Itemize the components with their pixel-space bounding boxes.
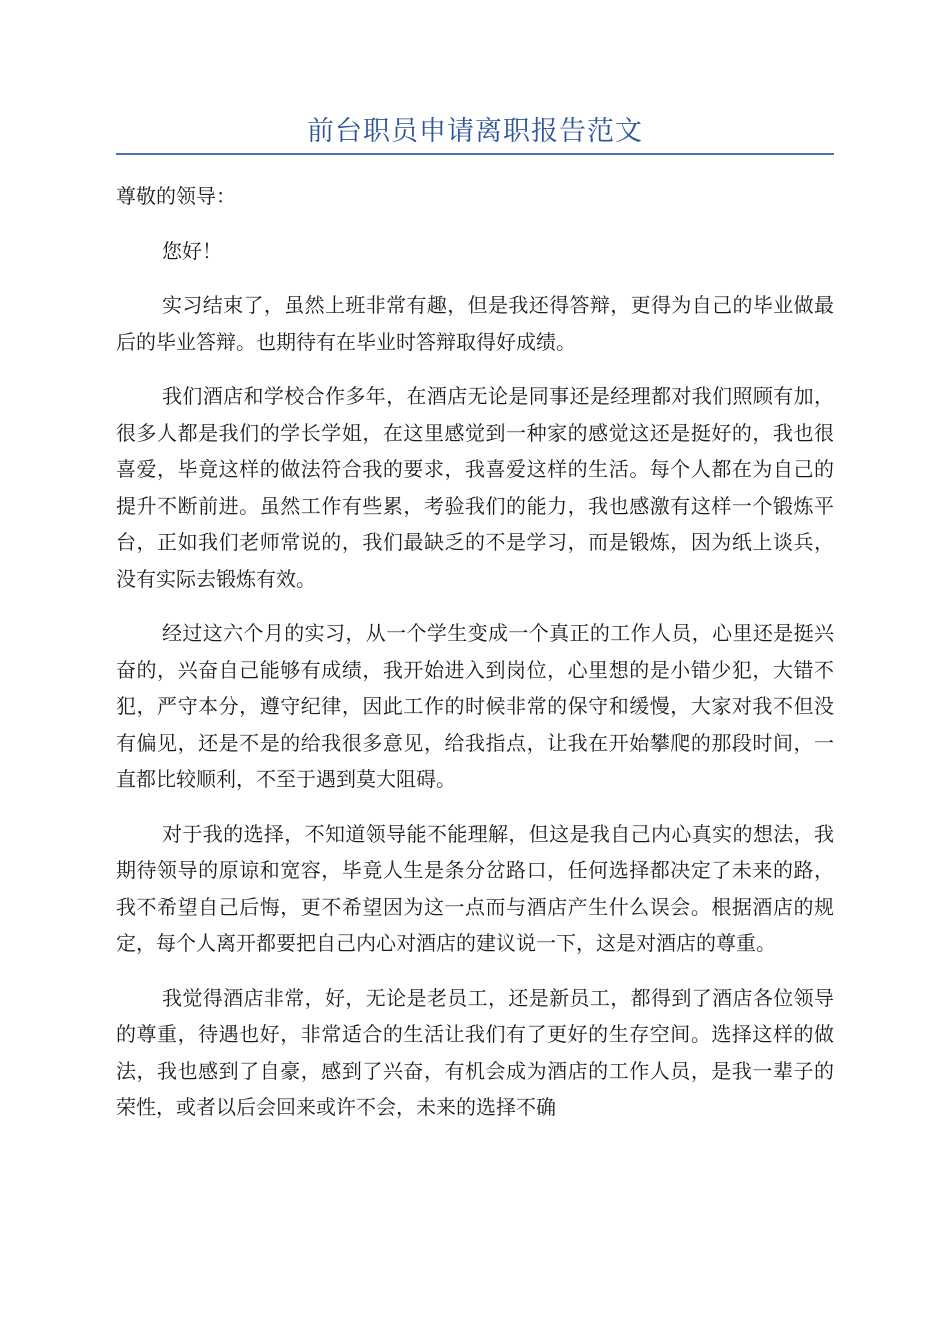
- paragraph-1: 实习结束了，虽然上班非常有趣，但是我还得答辩，更得为自己的毕业做最后的毕业答辩。也期待有在毕业时答辩取得好成绩。: [116, 293, 834, 354]
- paragraph-4: 对于我的选择，不知道领导能不能理解，但这是我自己内心真实的想法，我期待领导的原谅和宽容，毕竟人生是条分岔路口，任何选择都决定了未来的路，我不希望自己后悔，更不希望因为这一点而与酒店产生什么误会。根据酒店的规定，每个人离开都要把自己内心对酒店的建议说一下，这是对酒店的尊重。: [116, 821, 834, 955]
- salutation: 尊敬的领导：: [116, 184, 236, 208]
- title-underline: [116, 153, 834, 155]
- document-body: [116, 178, 834, 1144]
- document-title: 前台职员申请离职报告范文: [307, 116, 643, 147]
- paragraph-5: 我觉得酒店非常，好，无论是老员工，还是新员工，都得到了酒店各位领导的尊重，待遇也好，非常适合的生活让我们有了更好的生存空间。选择这样的做法，我也感到了自豪，感到了兴奋，有机会成为酒店的工作人员，是我一辈子的荣性，或者以后会回来或许不会，未来的选择不确: [116, 985, 834, 1119]
- paragraph-2: 我们酒店和学校合作多年，在酒店无论是同事还是经理都对我们照顾有加，很多人都是我们的学长学姐，在这里感觉到一种家的感觉这还是挺好的，我也很喜爱，毕竟这样的做法符合我的要求，我喜爱这样的生活。每个人都在为自己的提升不断前进。虽然工作有些累，考验我们的能力，我也感激有这样一个锻炼平台，正如我们老师常说的，我们最缺乏的不是学习，而是锻炼，因为纸上谈兵，没有实际去锻炼有效。: [116, 384, 834, 591]
- greeting: 您好！: [162, 238, 222, 263]
- paragraph-3: 经过这六个月的实习，从一个学生变成一个真正的工作人员，心里还是挺兴奋的，兴奋自己能够有成绩，我开始进入到岗位，心里想的是小错少犯，大错不犯，严守本分，遵守纪律，因此工作的时候非常的保守和缓慢，大家对我不但没有偏见，还是不是的给我很多意见，给我指点，让我在开始攀爬的那段时间，一直都比较顺利，不至于遇到莫大阻碍。: [116, 621, 834, 791]
